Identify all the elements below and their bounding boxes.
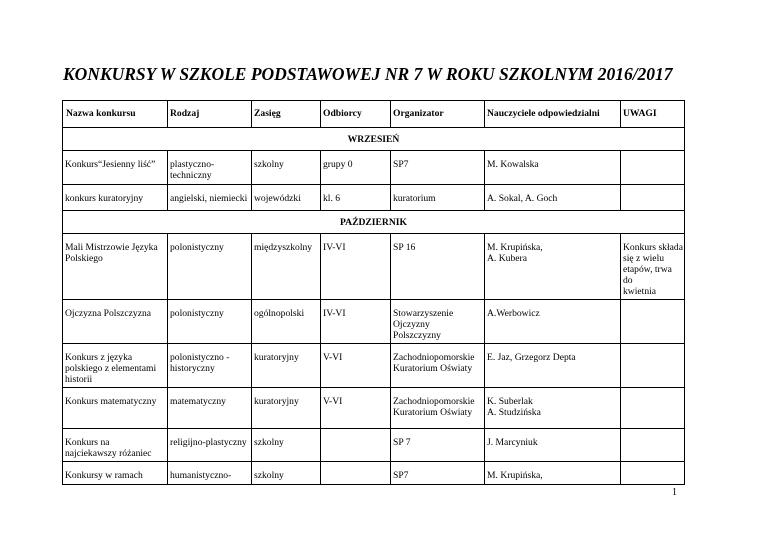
section-heading: PAŹDZIERNIK bbox=[63, 211, 685, 234]
cell-organizer: Stowarzyszenie Ojczyzny Polszczyzny bbox=[391, 300, 485, 344]
cell-audience bbox=[321, 462, 391, 485]
cell-type: polonistyczny bbox=[168, 300, 252, 344]
cell-range: kuratoryjny bbox=[252, 344, 321, 388]
cell-notes: Konkurs składa się z wielu etapów, trwa do kwietnia bbox=[621, 234, 685, 300]
cell-audience: IV-VI bbox=[321, 300, 391, 344]
cell-audience: grupy 0 bbox=[321, 151, 391, 185]
cell-teachers: A. Sokal, A. Goch bbox=[485, 185, 621, 211]
cell-organizer: SP 7 bbox=[391, 429, 485, 462]
cell-type: religijno-plastyczny bbox=[168, 429, 252, 462]
cell-range: szkolny bbox=[252, 429, 321, 462]
cell-teachers: M. Krupińska, bbox=[485, 462, 621, 485]
table-row bbox=[63, 344, 685, 388]
cell-name: Konkurs na najciekawszy różaniec bbox=[63, 429, 168, 462]
cell-notes bbox=[621, 344, 685, 388]
table-header-row bbox=[63, 101, 685, 128]
cell-teachers: K. Suberlak A. Studzińska bbox=[485, 388, 621, 429]
cell-notes bbox=[621, 388, 685, 429]
cell-organizer: kuratorium bbox=[391, 185, 485, 211]
cell-name: Konkursy w ramach bbox=[63, 462, 168, 485]
section-row bbox=[63, 128, 685, 151]
table-row bbox=[63, 462, 685, 485]
header-audience: Odbiorcy bbox=[321, 101, 391, 128]
cell-name: Konkurs matematyczny bbox=[63, 388, 168, 429]
cell-audience: IV-VI bbox=[321, 234, 391, 300]
cell-teachers: M. Kowalska bbox=[485, 151, 621, 185]
cell-range: szkolny bbox=[252, 151, 321, 185]
cell-type: matematyczny bbox=[168, 388, 252, 429]
page-number: 1 bbox=[672, 487, 677, 498]
header-range: Zasięg bbox=[252, 101, 321, 128]
header-name: Nazwa konkursu bbox=[63, 101, 168, 128]
table-row bbox=[63, 151, 685, 185]
cell-name: Konkurs“Jesienny liść” bbox=[63, 151, 168, 185]
cell-organizer: SP7 bbox=[391, 151, 485, 185]
header-notes: UWAGI bbox=[621, 101, 685, 128]
section-row bbox=[63, 211, 685, 234]
cell-type: angielski, niemiecki bbox=[168, 185, 252, 211]
cell-notes bbox=[621, 185, 685, 211]
cell-type: humanistyczno- bbox=[168, 462, 252, 485]
cell-organizer: SP7 bbox=[391, 462, 485, 485]
cell-notes bbox=[621, 151, 685, 185]
table-row bbox=[63, 429, 685, 462]
table-body bbox=[63, 128, 685, 485]
cell-type: polonistyczno - historyczny bbox=[168, 344, 252, 388]
cell-type: plastyczno- techniczny bbox=[168, 151, 252, 185]
table-row bbox=[63, 185, 685, 211]
section-heading: WRZESIEŃ bbox=[63, 128, 685, 151]
cell-audience: V-VI bbox=[321, 344, 391, 388]
header-organizer: Organizator bbox=[391, 101, 485, 128]
table-row bbox=[63, 388, 685, 429]
cell-organizer: Zachodniopomorskie Kuratorium Oświaty bbox=[391, 388, 485, 429]
cell-audience: V-VI bbox=[321, 388, 391, 429]
contests-table bbox=[62, 100, 685, 485]
cell-name: Ojczyzna Polszczyzna bbox=[63, 300, 168, 344]
cell-range: międzyszkolny bbox=[252, 234, 321, 300]
cell-teachers: M. Krupińska, A. Kubera bbox=[485, 234, 621, 300]
cell-organizer: SP 16 bbox=[391, 234, 485, 300]
cell-notes bbox=[621, 429, 685, 462]
cell-name: konkurs kuratoryjny bbox=[63, 185, 168, 211]
cell-notes bbox=[621, 300, 685, 344]
table-row bbox=[63, 300, 685, 344]
table-row bbox=[63, 234, 685, 300]
cell-range: ogólnopolski bbox=[252, 300, 321, 344]
header-type: Rodzaj bbox=[168, 101, 252, 128]
cell-notes bbox=[621, 462, 685, 485]
cell-audience bbox=[321, 429, 391, 462]
cell-range: szkolny bbox=[252, 462, 321, 485]
document-title: KONKURSY W SZKOLE PODSTAWOWEJ NR 7 W ROKU SZKOLNYM 2016/2017 bbox=[63, 64, 673, 84]
cell-name: Konkurs z języka polskiego z elementami historii bbox=[63, 344, 168, 388]
cell-name: Mali Mistrzowie Języka Polskiego bbox=[63, 234, 168, 300]
cell-teachers: E. Jaz, Grzegorz Depta bbox=[485, 344, 621, 388]
cell-teachers: J. Marcyniuk bbox=[485, 429, 621, 462]
cell-type: polonistyczny bbox=[168, 234, 252, 300]
cell-organizer: Zachodniopomorskie Kuratorium Oświaty bbox=[391, 344, 485, 388]
cell-teachers: A.Werbowicz bbox=[485, 300, 621, 344]
cell-audience: kl. 6 bbox=[321, 185, 391, 211]
cell-range: wojewódzki bbox=[252, 185, 321, 211]
cell-range: kuratoryjny bbox=[252, 388, 321, 429]
header-teachers: Nauczyciele odpowiedzialni bbox=[485, 101, 621, 128]
